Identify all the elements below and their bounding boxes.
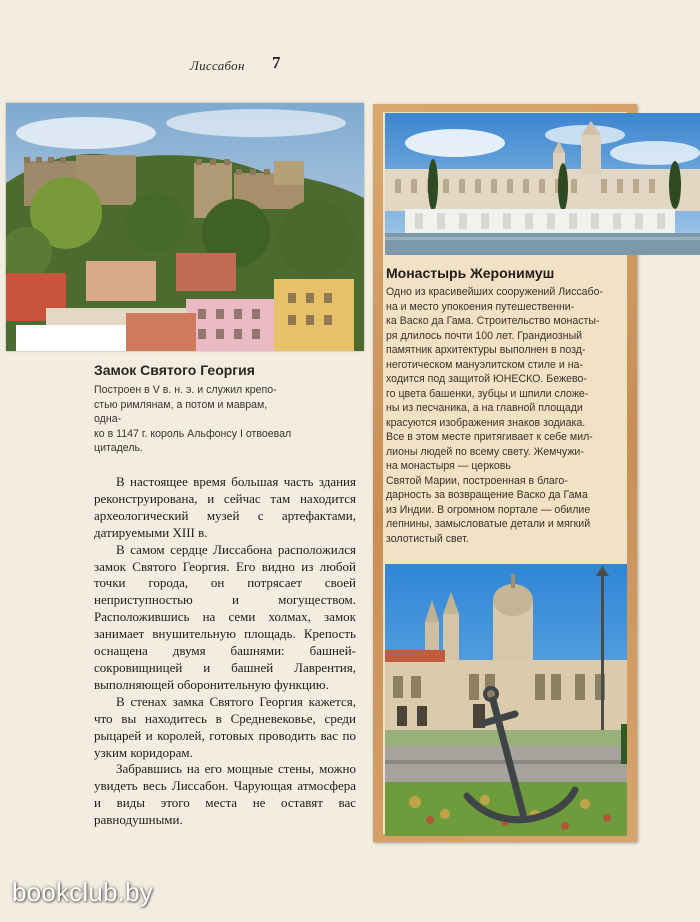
text-line: ны из песчаника, а на главной площади [386,402,583,414]
monastery-photo-top [385,113,700,255]
paragraph: Забравшись на его мощные стены, можно увидеть весь Лиссабон. Чарующая атмосфера и виды этого места не оставят вас равнодушными. [94,761,356,828]
caption-line: Построен в V в. н. э. и служил крепо- [94,384,277,396]
caption-line: ко в 1147 г. король Альфонсу I отвоевал [94,427,292,440]
castle-caption-text [94,383,294,456]
text-line: го цвета башенки, зубцы и шпили сложе- [386,387,589,400]
text-line: лепнины, замысловатые детали и мягкий [386,518,591,530]
paragraph: В самом сердце Лиссабона расположился замок Святого Георгия. Его видно из любой точки города, он потрясает своей неприступностью и могуществом. Расположившись на семи холмах, замок занимает внушительную площадь. Крепость оснащена двумя башнями: башней-сокровищницей и башней Лаврентия, выполняющей оборонительную функцию. [94,541,356,692]
castle-photo [6,103,364,351]
watermark: bookclub.by [12,877,153,907]
text-line: лионы людей по всему свету. Жемчужи- [386,445,584,458]
text-line: ря длилось почти 100 лет. Грандиозный [386,329,583,342]
caption-line: цитадель. [94,442,143,455]
caption-line: стью римлянам, а потом и маврам, одна- [94,398,268,426]
text-line: Одно из красивейших сооружений Лиссабо- [386,286,604,298]
monastery-title: Монастырь Жеронимуш [386,265,555,281]
text-line: золотистый свет. [386,532,469,545]
text-line: неготическом мануэлитском стиле и на- [386,358,583,371]
running-header: Лиссабон [190,58,245,73]
paragraph: В настоящее время большая часть здания реконструирована, и сейчас там находится археологический музей с артефактами, датируемыми XIII в. [94,474,356,540]
text-line: из Индии. В огромном портале — обилие [386,503,591,516]
castle-caption-title: Замок Святого Георгия [94,362,255,378]
main-article-text [94,474,356,829]
monastery-photo-bottom [385,564,627,836]
text-line: ка Васко да Гама. Строительство монасты- [386,315,600,327]
text-line: на и место упокоения путешественни- [386,300,575,313]
text-line: Святой Марии, построенная в благо- [386,474,568,487]
text-line: памятник архитектуры выполнен в позд- [386,344,586,356]
monastery-description [386,285,626,546]
paragraph: В стенах замка Святого Георгия кажется, что вы находитесь в Средневековье, среди рыцарей и королей, готовых проводить вас по узким коридорам. [94,693,356,760]
text-line: дарность за возвращение Васко да Гама [386,489,588,501]
page-number: 7 [272,53,281,72]
text-line: ходится под защитой ЮНЕСКО. Бежево- [386,373,587,385]
text-line: на монастыря — церковь [386,460,511,472]
text-line: красуются изображения знаков зодиака. [386,416,586,429]
text-line: Все в этом месте притягивает к себе мил- [386,431,593,443]
